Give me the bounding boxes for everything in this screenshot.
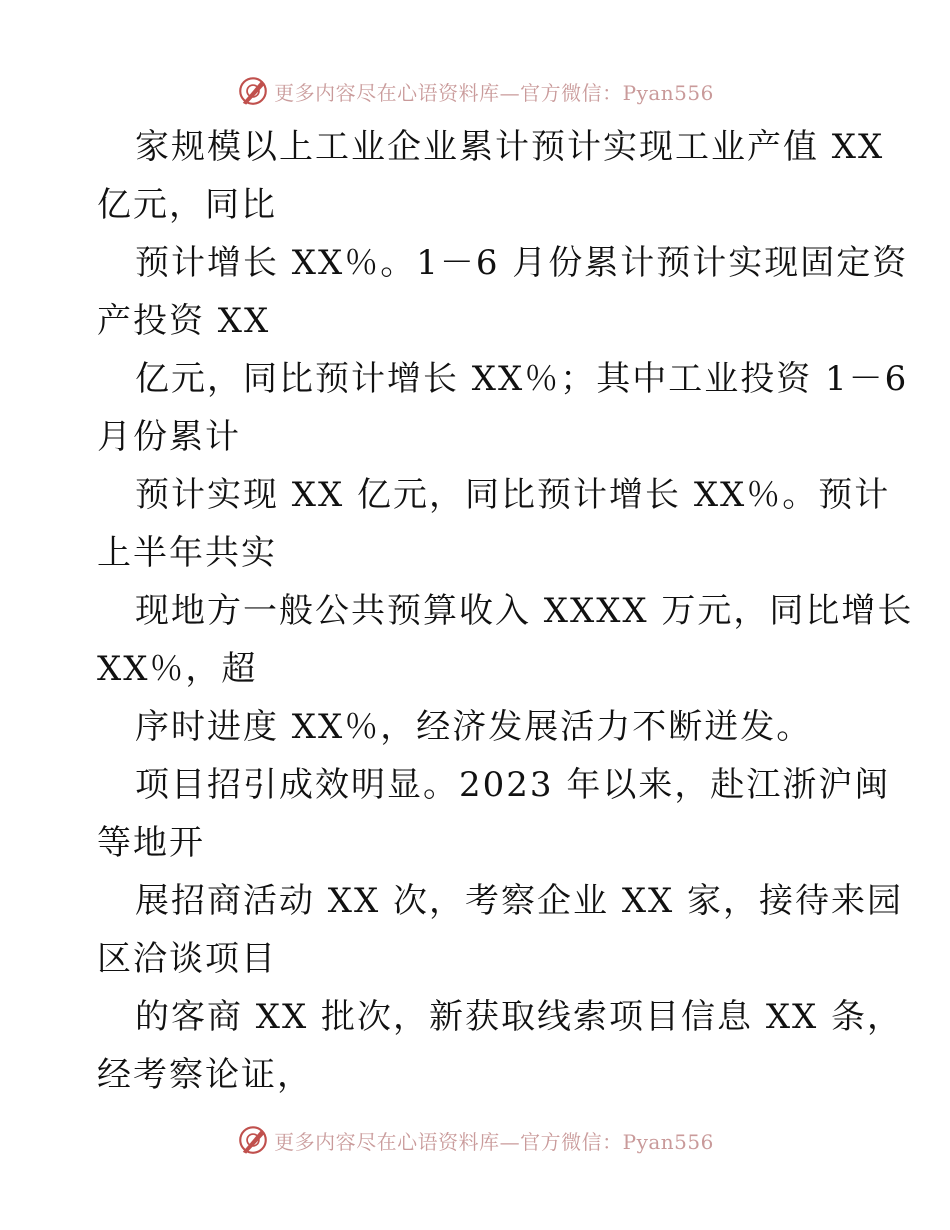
text-line: 等地开 [97, 823, 205, 863]
watermark-text: 更多内容尽在心语资料库—官方微信：Pyan556 [274, 80, 714, 105]
text-line: 亿元，同比预计增长 XX％；其中工业投资 1－6 [135, 359, 909, 399]
text-line: 区洽谈项目 [97, 939, 277, 979]
text-line: 项目招引成效明显。2023 年以来，赴江浙沪闽 [135, 765, 891, 805]
text-line: 月份累计 [97, 417, 241, 457]
text-line: 预计增长 XX％。1－6 月份累计预计实现固定资 [135, 243, 909, 283]
text-line: 家规模以上工业企业累计预计实现工业产值 XX [135, 127, 885, 167]
text-line: 展招商活动 XX 次，考察企业 XX 家，接待来园 [135, 881, 904, 921]
text-line: 亿元，同比 [97, 185, 277, 225]
text-line: 经考察论证， [97, 1055, 313, 1095]
text-line: XX％，超 [97, 649, 258, 689]
text-line: 预计实现 XX 亿元，同比预计增长 XX％。预计 [135, 475, 891, 515]
text-line: 的客商 XX 批次，新获取线索项目信息 XX 条， [135, 997, 904, 1037]
watermark-text: 更多内容尽在心语资料库—官方微信：Pyan556 [274, 1129, 714, 1154]
text-line: 上半年共实 [97, 533, 277, 573]
text-line: 序时进度 XX％，经济发展活力不断迸发。 [135, 707, 813, 747]
text-line: 产投资 XX [97, 301, 271, 341]
footer-watermark [0, 1120, 950, 1160]
text-line: 现地方一般公共预算收入 XXXX 万元，同比增长 [135, 591, 914, 631]
pen-logo-icon [236, 1123, 270, 1157]
